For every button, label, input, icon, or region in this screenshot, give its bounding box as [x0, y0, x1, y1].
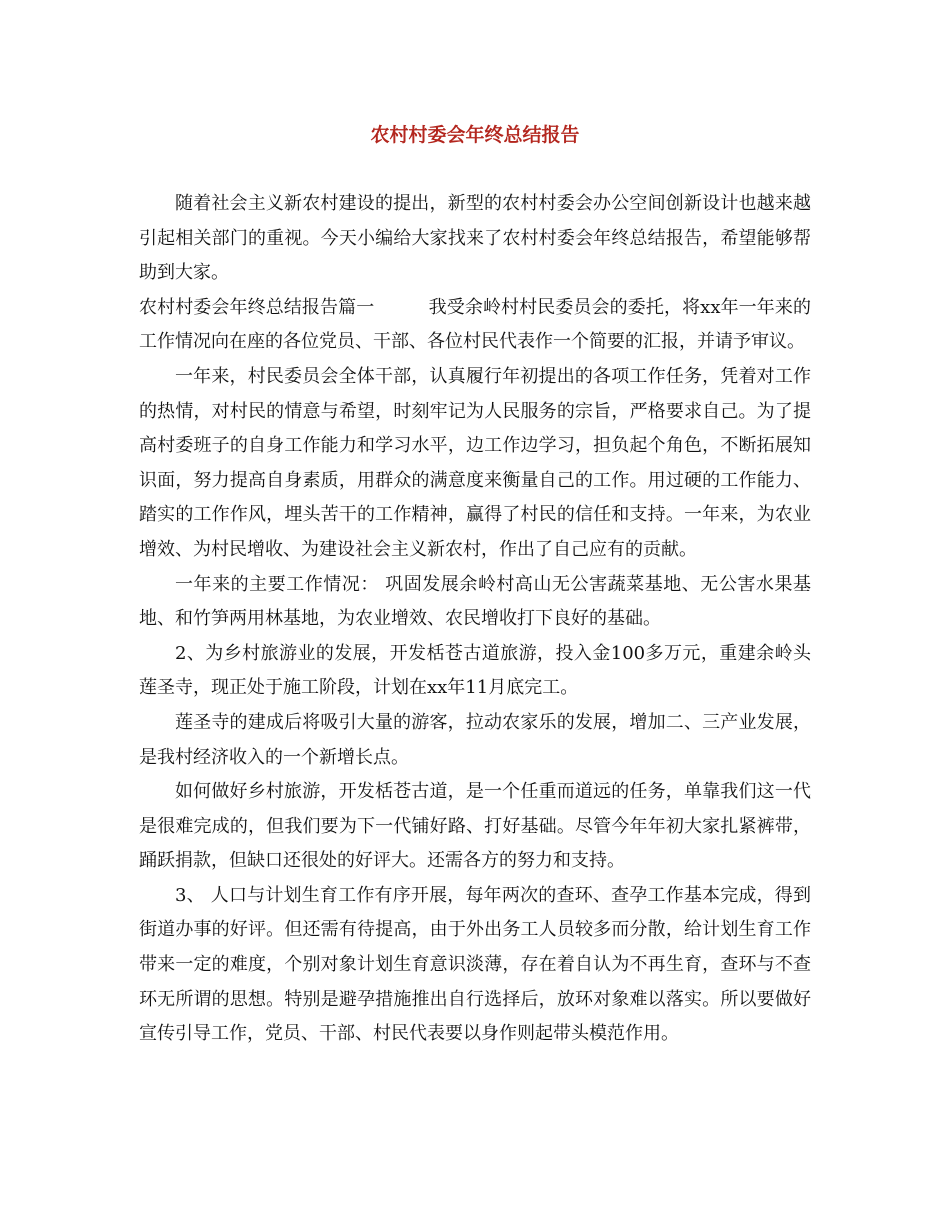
paragraph-item-3: 3、 人口与计划生育工作有序开展，每年两次的查环、查孕工作基本完成，得到街道办事的好评。但还需有待提高，由于外出务工人员较多而分散，给计划生育工作带来一定的难度，个别对象计划生育意识淡薄，存在着自认为不再生育，查环与不查环无所谓的思想。特别是避孕措施推出自行选择后，放环对象难以落实。所以要做好宣传引导工作，党员、干部、村民代表要以身作则起带头模范作用。	[139, 884, 811, 1045]
document-body	[139, 187, 811, 1052]
paragraph-intro: 随着社会主义新农村建设的提出，新型的农村村委会办公空间创新设计也越来越引起相关部门的重视。今天小编给大家找来了农村村委会年终总结报告，希望能够帮助到大家。	[139, 193, 811, 284]
document-title: 农村村委会年终总结报告	[370, 124, 580, 146]
paragraph-tourism: 如何做好乡村旅游，开发栝苍古道，是一个任重而道远的任务，单靠我们这一代是很难完成的，但我们要为下一代铺好路、打好基础。尽管今年年初大家扎紧裤带，踊跃捐款，但缺口还很处的好评大。还需各方的努力和支持。	[139, 781, 811, 872]
paragraph-temple: 莲圣寺的建成后将吸引大量的游客，拉动农家乐的发展，增加二、三产业发展，是我村经济收入的一个新增长点。	[139, 711, 811, 768]
paragraph-main-work: 一年来的主要工作情况： 巩固发展余岭村高山无公害蔬菜基地、无公害水果基地、和竹笋两用林基地，为农业增效、农民增收打下良好的基础。	[139, 573, 811, 630]
paragraph-part1-opening: 农村村委会年终总结报告篇一 我受余岭村村民委员会的委托，将xx年一年来的工作情况向在座的各位党员、干部、各位村民代表作一个简要的汇报，并请予审议。	[139, 296, 811, 353]
paragraph-overview: 一年来，村民委员会全体干部，认真履行年初提出的各项工作任务，凭着对工作的热情，对村民的情意与希望，时刻牢记为人民服务的宗旨，严格要求自己。为了提高村委班子的自身工作能力和学习水平，边工作边学习，担负起个角色，不断拓展知识面，努力提高自身素质，用群众的满意度来衡量自己的工作。用过硬的工作能力、踏实的工作作风，埋头苦干的工作精神，赢得了村民的信任和支持。一年来，为农业增效、为村民增收、为建设社会主义新农村，作出了自己应有的贡献。	[139, 365, 811, 560]
paragraph-item-2: 2、为乡村旅游业的发展，开发栝苍古道旅游，投入金100多万元，重建余岭头莲圣寺，现正处于施工阶段，计划在xx年11月底完工。	[139, 642, 811, 699]
